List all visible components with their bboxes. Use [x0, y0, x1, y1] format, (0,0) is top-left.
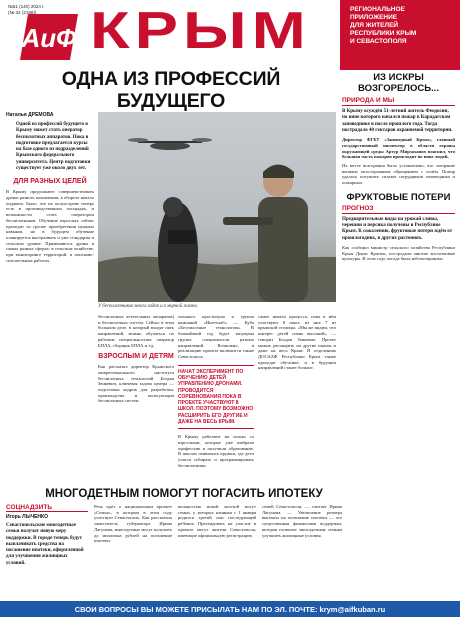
article-lead: Одной из профессий будущего в Крыму может стать оператор беспилотных аппаратов. Пока в подготовке предлагается курсы на базе одного из подразделений Крымского федерального университета. Центр подготовки существует уже около двух лет. [16, 122, 91, 172]
bottom-text: вольностью новой льготой могут семьи, у которых начиная с 1 января родился третий или последующий ребёнок. Претендовать на участие в проекте могут жители Севастополя, имеющие официальную регистрацию. [178, 504, 256, 538]
article-col-4 [258, 314, 336, 371]
article-col-1 [6, 112, 94, 264]
supplement-line: ДЛЯ ЖИТЕЛЕЙ [350, 22, 399, 29]
sidebar-quote: Директор ФГБУ «Заповедный Крым», главный государственный инспектор в области охраны окружающей среды Артур Мирзаханов пояснил, что большая часть пожаров происходит по вине людей. [342, 137, 455, 160]
article-text: тольного простилуна и группа компаний «Интехлаб» — Куба «Беспилотные технологии». В ближайший год будет запущена группа специалистов разных направлений. Возможно, в реализацию проекта включится также Севастополь. [178, 314, 254, 359]
bottom-rubric: СОЦНАДЗИТЬ [6, 504, 88, 512]
bottom-author: Игорь ЛЫЧЕНКО [6, 514, 48, 520]
supplement-line: РЕСПУБЛИКИ КРЫМ [350, 30, 417, 37]
bottom-col-1 [6, 504, 88, 567]
sidebar-text: На месте возгорания было установлено, что загорание вызвано неосторожным обращением с огнём. Пожар удалось потушить силами сотрудников заповедника и пожарных. [342, 163, 455, 186]
photo-caption: У беспилотников много задач и в мирной жизни. [98, 304, 199, 309]
issue-line: (№ 34 (2198)) [8, 9, 37, 15]
sidebar-headline: ИЗ ИСКРЫ ВОЗГОРЕЛОСЬ... [358, 72, 439, 94]
article-text: Как рассказал директор Крымского межрегионального института беспилотных технологий Богдан Зенкевич, ключевая задача центра — подготовка кадров для разработки, производства и эксплуатации беспилотных систем. [98, 364, 174, 404]
sidebar [342, 72, 455, 482]
section-heading: ДЛЯ РАЗНЫХ ЦЕЛЕЙ [13, 178, 87, 186]
supplement-box [340, 0, 460, 70]
bottom-col-2 [94, 504, 172, 544]
footer-bar [0, 601, 460, 617]
issue-line: №51 (140) 2024 г. [8, 4, 45, 9]
aif-logo [20, 14, 78, 60]
sidebar-section-heading: ФРУКТОВЫЕ ПОТЕРИ [346, 191, 451, 203]
sidebar-lead: Предварительные виды на урожай сливы, черешни и персика получены в Республике Крым. К сожалению, фруктовые потери ждём от прошлогодних, в других растениях. [342, 216, 453, 241]
bottom-text: Речь идёт о национальном проекте «Семья», в котором в этом году участвует Севастополь. Как рассказала заместитель губернатора Ирина Лагунова, многодетные могут получить до миллиона рублей на погашение ипотеки. [94, 504, 172, 544]
bottom-text: семей Севастополя, — считает Ирина Лагунова. — Увеличение размера выплаты на погашение ипотеки — это существенная финансовая поддержка, которая позволит многодетным семьям улучшить жилищные условия. [262, 504, 342, 538]
main-headline: ОДНА ИЗ ПРОФЕССИЙ БУДУЩЕГО [61, 68, 281, 112]
photo [98, 112, 336, 302]
bottom-article [6, 488, 342, 600]
supplement-line: ПРИЛОЖЕНИЕ [350, 14, 398, 21]
bottom-headline: МНОГОДЕТНЫМ ПОМОГУТ ПОГАСИТЬ ИПОТЕКУ [45, 488, 323, 500]
aif-logo-mark [20, 14, 78, 60]
pull-quote: НАЧАТ ЭКСПЕРИМЕНТ ПО ОБУЧЕНИЮ ДЕТЕЙ УПРАВЛЕНИЮ ДРОНАМИ. ПРОВОДИТСЯ СОРЕВНОВАНИЯ ПОКА В ПРОЕКТЕ УЧАСТВУЮТ 8 ШКОЛ. ПОЭТОМУ ВОЗМОЖНО РАСШИРИТЬ ЕГО ДРУГИЕ И ДАЖЕ НА ВЕСЬ КРЫМ. [178, 365, 254, 430]
main-article [6, 68, 336, 478]
section-heading: ВЗРОСЛЫМ И ДЕТЯМ [98, 353, 174, 361]
article-text: самое начало процесса, пока в нём участвуют 8 школ, из них 7 из крымской столицы. «Мы же видим, что интерес детей очень высокий», — говорит Богдан Зенкевич. Проект можно расширить на другие школы и даже на весь Крым. В отделениях ДОСААФ Республики Крым также проходят обучение, и в будущем направлений станет больше. [258, 314, 336, 371]
supplement-line: РЕГИОНАЛЬНОЕ [350, 6, 405, 13]
bottom-col-4 [262, 504, 342, 538]
bottom-col-3 [178, 504, 256, 538]
drone-photo [98, 112, 336, 302]
footer-text: СВОИ ВОПРОСЫ ВЫ МОЖЕТЕ ПРИСЫЛАТЬ НАМ ПО ЭЛ. ПОЧТЕ: krym@aifkuban.ru [74, 604, 386, 614]
sidebar-lead: В Крыму осуждён 51-летний житель Феодосии, по вине которого начался пожар в Карадагском заповеднике в после прошлого года. Тогда пострадало 40 гектаров охраняемой территории. [342, 109, 453, 133]
article-text: В Крыму работают на только со взрослыми, которые уже выбрали профессию и получили образование. В школах появились кружки, где дети учатся собирать и программировать беспилотники. [178, 434, 254, 468]
masthead [0, 0, 460, 65]
article-text: В Крыму продолжают совершенствовать дроны разного назначения, в обороте начало подавать. Было, что на полуострове теперь есть в производственных площадях, и возможности стать оператором беспилотников. Обучение взрослых сейчас проходит из группе приобретения нужных навыков, но в будущем обучение планируется выстраивать и уже стандарты и сельском уровне. Применяются дроны в самых разных сферах: в сельском хозяйстве, при мониторинге территорий, в поисково-спасательных работах. [6, 189, 94, 263]
article-text: беспилотных летательных аппаратов) и беспилотных систем. Сейчас в этом большом деле, в который входят пять направлений, можно обучаться по рабочим специальностям: оператор БПЛА, сборщик БПЛА и т.д. [98, 314, 174, 348]
sidebar-rubric: ПРОГНОЗ [342, 205, 455, 214]
article-col-2 [98, 314, 174, 404]
article-author: Наталья ДРЕМОВА [6, 112, 54, 118]
svg-text:АиФ: АиФ [21, 23, 77, 53]
sidebar-text: Как сообщил министр сельского хозяйства Республики Крым Денис Кратюк, пострадали многие косточковые культуры. В этом году погода была неблагоприятна. [342, 245, 455, 262]
masthead-title: КРЫМ [90, 2, 311, 60]
sidebar-rubric: ПРИРОДА И МЫ [342, 97, 455, 106]
article-col-3 [178, 314, 254, 469]
bottom-lead: Севастопольские многодетные семьи получат новую меру поддержки. В городе теперь будут выплачивать средства на погашение ипотеки, оформленной для улучшения жилищных условий. [6, 523, 84, 566]
supplement-line: И СЕВАСТОПОЛЯ [350, 38, 407, 45]
